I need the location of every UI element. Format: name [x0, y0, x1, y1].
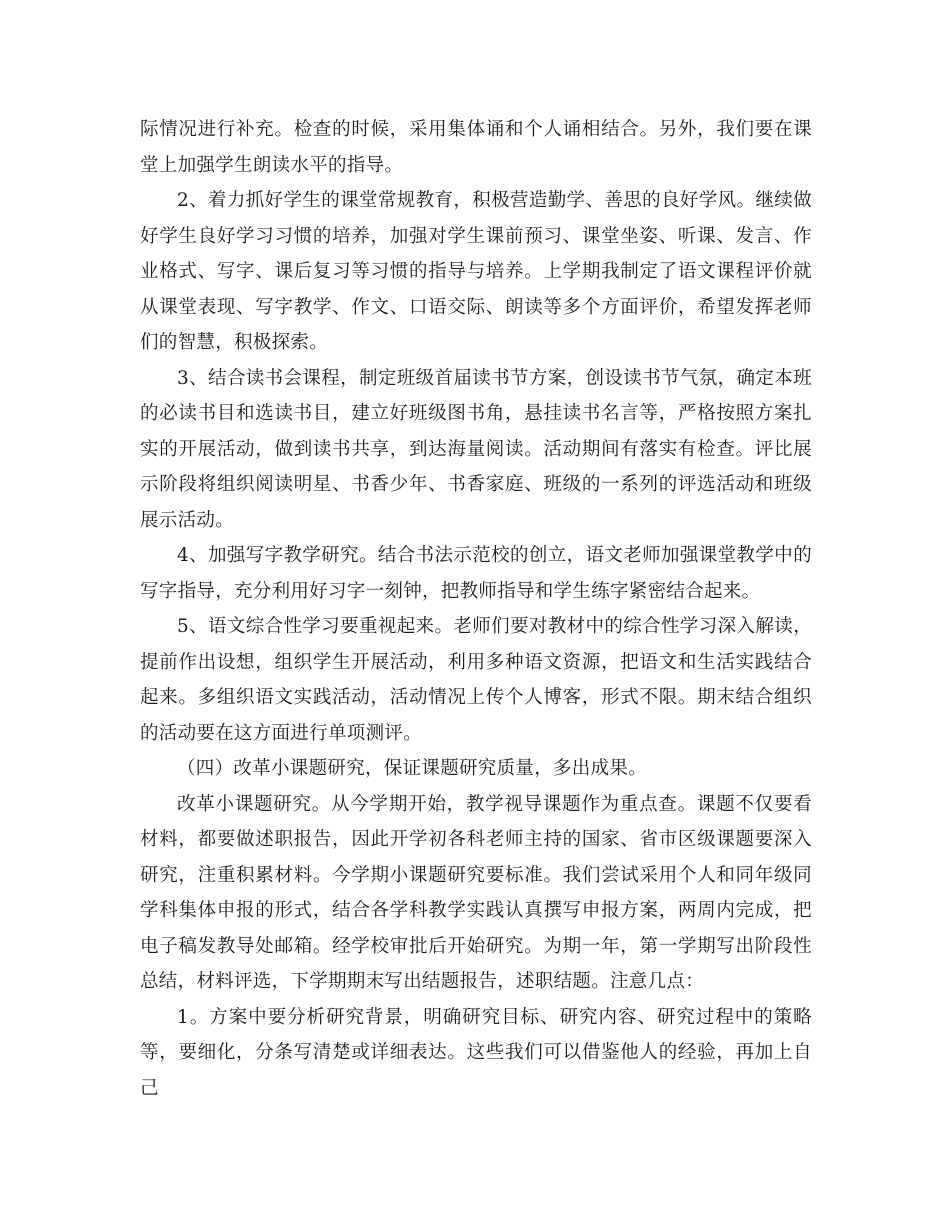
- paragraph-note-1: 1。方案中要分析研究背景，明确研究目标、研究内容、研究过程中的策略等，要细化，分条写清楚或详细表达。这些我们可以借鉴他人的经验，再加上自己: [140, 1006, 812, 1099]
- document-page: [140, 112, 812, 1106]
- paragraph-item-3: 3、结合读书会课程，制定班级首届读书节方案，创设读书节气氛，确定本班的必读书目和选读书目，建立好班级图书角，悬挂读书名言等，严格按照方案扎实的开展活动，做到读书共享，到达海量阅读。活动期间有落实有检查。评比展示阶段将组织阅读明星、书香少年、书香家庭、班级的一系列的评选活动和班级展示活动。: [140, 367, 812, 531]
- paragraph-item-2: 2、着力抓好学生的课堂常规教育，积极营造勤学、善思的良好学风。继续做好学生良好学习习惯的培养，加强对学生课前预习、课堂坐姿、听课、发言、作业格式、写字、课后复习等习惯的指导与培养。上学期我制定了语文课程评价就从课堂表现、写字教学、作文、口语交际、朗读等多个方面评价，希望发挥老师们的智慧，积极探索。: [140, 190, 812, 353]
- paragraph-item-5: 5、语文综合性学习要重视起来。老师们要对教材中的综合性学习深入解读，提前作出设想，组织学生开展活动，利用多种语文资源，把语文和生活实践结合起来。多组织语文实践活动，活动情况上传个人博客，形式不限。期末结合组织的活动要在这方面进行单项测评。: [140, 616, 812, 744]
- paragraph-continuation: 际情况进行补充。检查的时候，采用集体诵和个人诵相结合。另外，我们要在课堂上加强学生朗读水平的指导。: [140, 119, 812, 176]
- paragraph-item-4: 4、加强写字教学研究。结合书法示范校的创立，语文老师加强课堂教学中的写字指导，充分利用好习字一刻钟，把教师指导和学生练字紧密结合起来。: [140, 545, 812, 602]
- section-heading-4: （四）改革小课题研究，保证课题研究质量，多出成果。: [177, 758, 648, 779]
- paragraph-research-reform: 改革小课题研究。从今学期开始，教学视导课题作为重点查。课题不仅要看材料，都要做述职报告，因此开学初各科老师主持的国家、省市区级课题要深入研究，注重积累材料。今学期小课题研究要标准。我们尝试采用个人和同年级同学科集体申报的形式，结合各学科教学实践认真撰写申报方案，两周内完成，把电子稿发教导处邮箱。经学校审批后开始研究。为期一年，第一学期写出阶段性总结，材料评选，下学期期末写出结题报告，述职结题。注意几点：: [140, 793, 812, 992]
